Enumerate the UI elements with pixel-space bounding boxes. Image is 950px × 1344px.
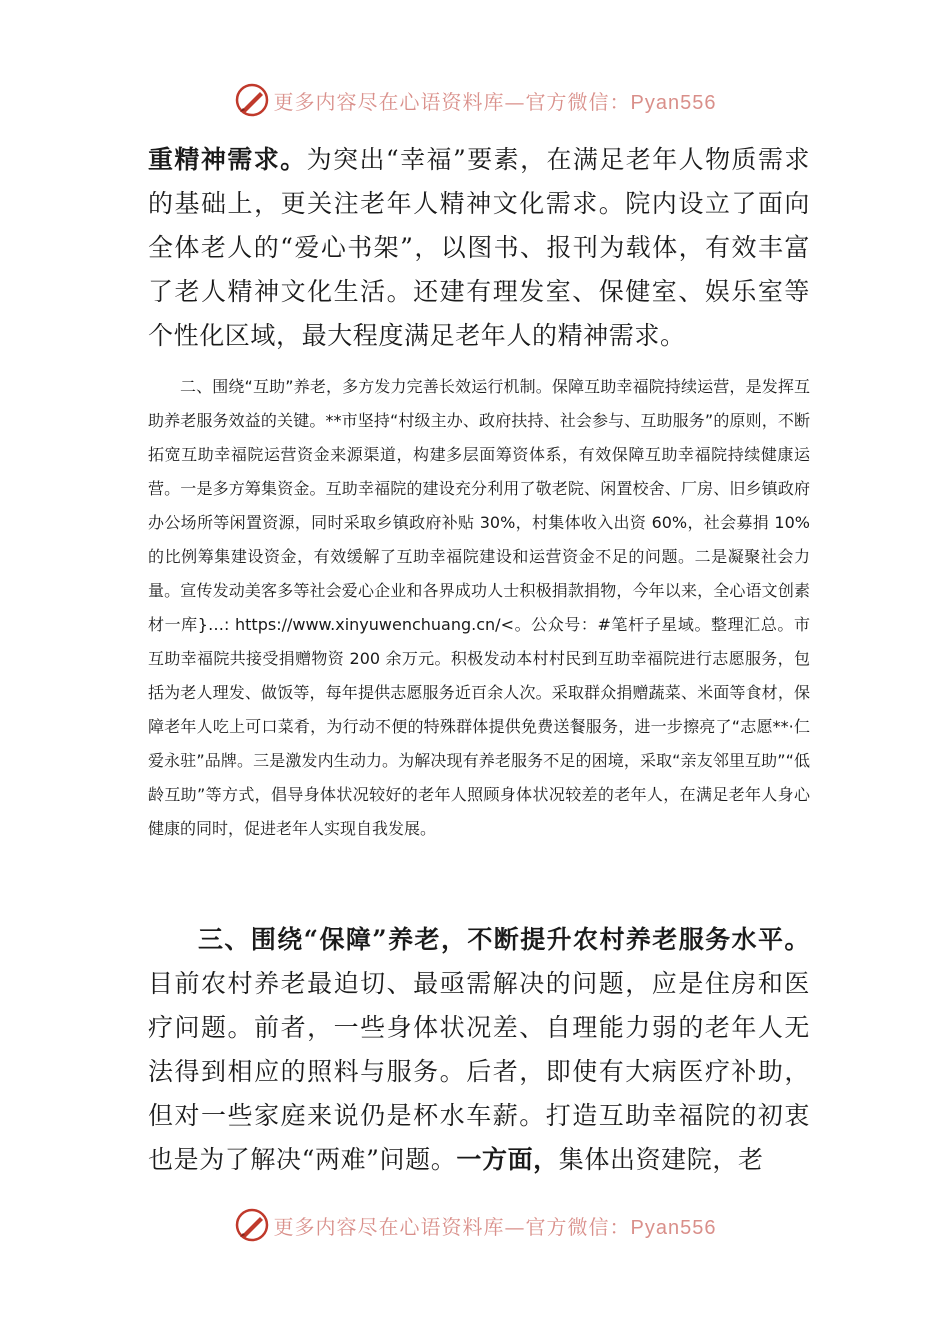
pen-logo-icon xyxy=(234,82,270,118)
banner-text: 更多内容尽在心语资料库—官方微信：Pyan556 xyxy=(273,89,717,114)
header-banner xyxy=(0,78,950,122)
paragraph-body: 为突出“幸福”要素，在满足老年人物质需求的基础上，更关注老年人精神文化需求。院内设立了面向全体老人的“爱心书架”，以图书、报刊为载体，有效丰富了老人精神文化生活。还建有理发室、保健室、娱乐室等个性化区域，最大程度满足老年人的精神需求。 xyxy=(148,145,810,350)
paragraph-mutual-aid xyxy=(148,370,810,846)
wechat-id: Pyan556 xyxy=(630,1216,717,1239)
banner-text: 更多内容尽在心语资料库—官方微信：Pyan556 xyxy=(273,1214,717,1239)
bold-lead: 重精神需求。 xyxy=(148,145,307,174)
paragraph-body: 目前农村养老最迫切、最亟需解决的问题，应是住房和医疗问题。前者，一些身体状况差、自理能力弱的老年人无法得到相应的照料与服务。后者，即使有大病医疗补助，但对一些家庭来说仍是杯水车薪。打造互助幸福院的初衷也是为了解决“两难”问题。 xyxy=(148,969,810,1174)
wechat-id: Pyan556 xyxy=(630,91,717,114)
paragraph-guarantee xyxy=(148,918,810,1182)
paragraph-body-tail: 集体出资建院，老 xyxy=(558,1145,764,1174)
paragraph-body: 二、围绕“互助”养老，多方发力完善长效运行机制。保障互助幸福院持续运营，是发挥互助养老服务效益的关键。**市坚持“村级主办、政府扶持、社会参与、互助服务”的原则，不断拓宽互助幸福院运营资金来源渠道，构建多层面筹资体系，有效保障互助幸福院持续健康运营。一是多方筹集资金。互助幸福院的建设充分利用了敬老院、闲置校舍、厂房、旧乡镇政府办公场所等闲置资源，同时采取乡镇政府补贴 30%，村集体收入出资 60%，社会募捐 10%的比例筹集建设资金，有效缓解了互助幸福院建设和运营资金不足的问题。二是凝聚社会力量。宣传发动美客多等社会爱心企业和各界成功人士积极捐款捐物，今年以来，全心语文创素材一库}…: https://www.xinyuwenchuang.cn/<。公众号：#笔杆子星域。整理汇总。市互助幸福院共接受捐赠物资 200 余万元。积极发动本村村民到互助幸福院进行志愿服务，包括为老人理发、做饭等，每年提供志愿服务近百余人次。采取群众捐赠蔬菜、米面等食材，保障老年人吃上可口菜肴，为行动不便的特殊群体提供免费送餐服务，进一步擦亮了“志愿**·仁爱永驻”品牌。三是激发内生动力。为解决现有养老服务不足的困境，采取“亲友邻里互助”“低龄互助”等方式，倡导身体状况较好的老年人照顾身体状况较差的老年人，在满足老年人身心健康的同时，促进老年人实现自我发展。 xyxy=(148,377,810,838)
paragraph-spiritual-needs xyxy=(148,138,810,358)
section-heading: 三、围绕“保障”养老，不断提升农村养老服务水平。 xyxy=(198,925,810,954)
bold-phrase: 一方面， xyxy=(456,1145,559,1174)
pen-logo-icon xyxy=(234,1207,270,1243)
footer-banner xyxy=(0,1203,950,1247)
